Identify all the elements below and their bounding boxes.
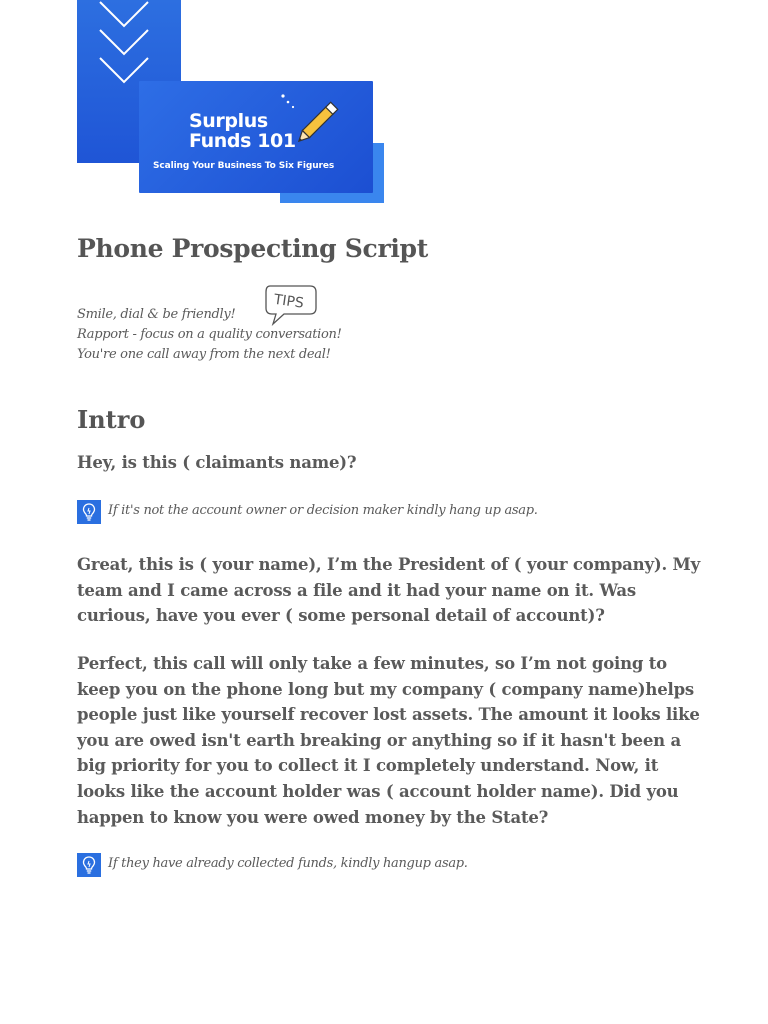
tip-line: Smile, dial & be friendly! [77, 307, 236, 322]
logo-title-line1: Surplus [189, 110, 268, 132]
tips-speech-bubble-icon [262, 282, 320, 326]
script-paragraph: Perfect, this call will only take a few minutes, so I’m not going to keep you on the phone long but my company ( company name)helps people just like yourself recover lost assets. The amount it looks like you are owed isn't earth breaking or anything so if it hasn't been a big priority for you to collect it I completely understand. Now, it looks like the account holder was ( account holder name). Did you happen to know you were owed money by the State? [77, 654, 700, 827]
intro-question: Hey, is this ( claimants name)? [77, 453, 357, 472]
logo-title-line2: Funds 101 [189, 130, 296, 152]
logo-tagline: Scaling Your Business To Six Figures [153, 161, 335, 171]
tip-line: Rapport - focus on a quality conversation! [77, 327, 342, 342]
tips-badge-label: TIPS [272, 291, 305, 312]
script-paragraph: Great, this is ( your name), I’m the President of ( your company). My team and I came across a file and it had your name on it. Was curious, have you ever ( some personal detail of account)? [77, 555, 700, 626]
chevron-down-icon [98, 0, 150, 86]
lightbulb-icon [77, 500, 101, 524]
lightbulb-icon [77, 853, 101, 877]
note-text: If they have already collected funds, kindly hangup asap. [108, 856, 468, 871]
section-heading-intro: Intro [77, 405, 146, 434]
tip-line: You're one call away from the next deal! [77, 347, 331, 362]
pencil-icon [279, 93, 339, 155]
page-title: Phone Prospecting Script [77, 234, 428, 263]
logo [139, 81, 373, 193]
note-text: If it's not the account owner or decision maker kindly hang up asap. [108, 503, 538, 518]
